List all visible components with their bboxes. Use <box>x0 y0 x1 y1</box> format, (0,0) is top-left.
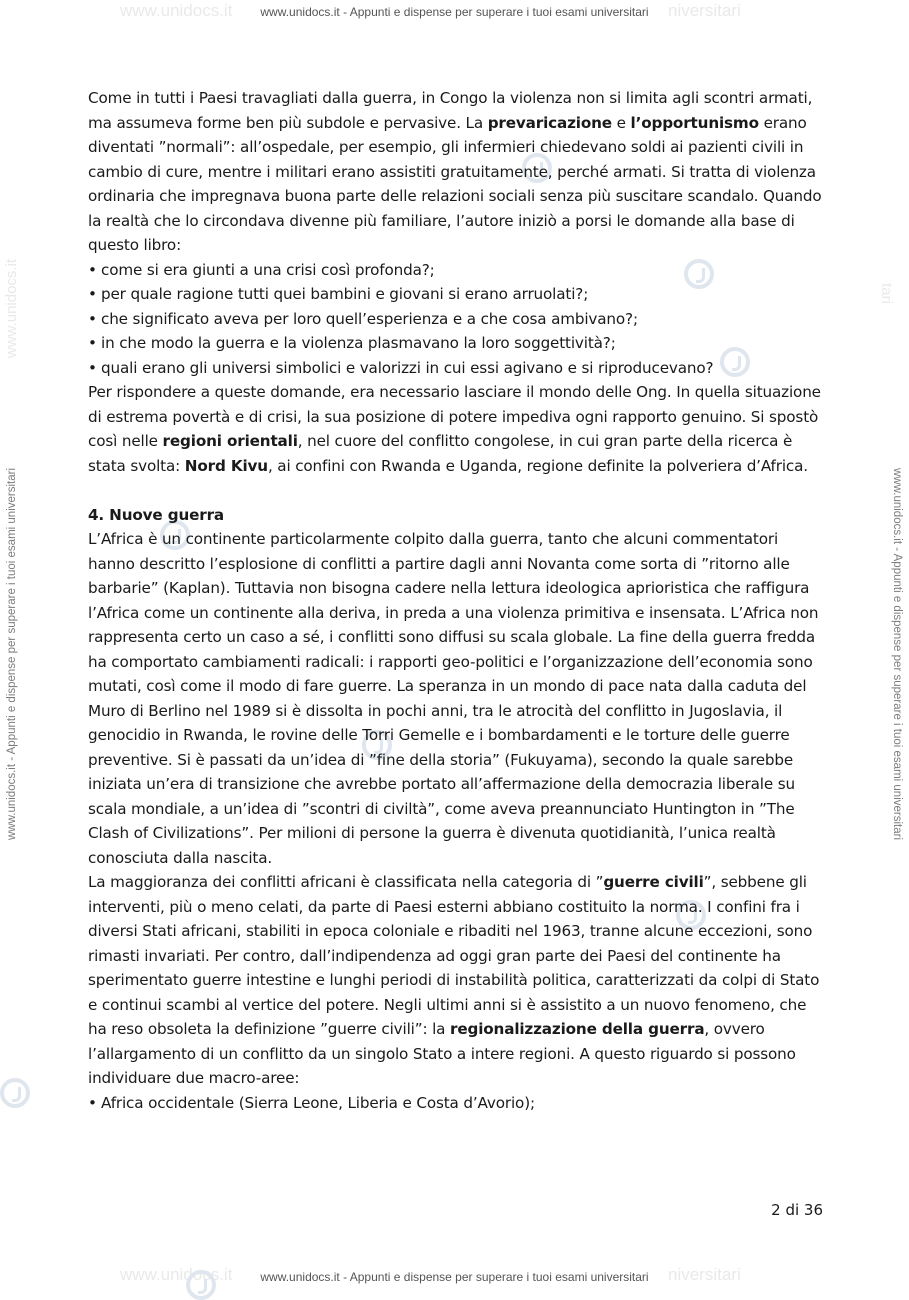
text-run: , ovvero l’allargamento di un conflitto da un singolo Stato a intere regioni. A questo riguardo si possono individuare due macro-aree: <box>88 1020 796 1087</box>
text-run: ”, sebbene gli interventi, più o meno celati, da parte di Paesi esterni abbiano costituito la norma. I confini fra i diversi Stati africani, stabiliti in epoca coloniale e ribaditi nel 1963, tranne alcune eccezioni, sono rimasti invariati. Per contro, dall’indipendenza ad oggi gran parte dei Paesi del continente ha sperimentato guerre intestine e lunghi periodi di instabilità politica, caratterizzati da colpi di Stato e continui scambi al vertice del potere. Negli ultimi anni si è assistito a un nuovo fenomeno, che ha reso obsoleta la definizione ”guerre civili”: la <box>88 873 820 1038</box>
bold-term: prevaricazione <box>487 113 612 132</box>
paragraph-violence <box>88 86 828 258</box>
list-item: • che significato aveva per loro quell’esperienza e a che cosa ambivano?; <box>88 307 828 332</box>
document-body <box>88 86 828 1115</box>
watermark-side-ghost-right: tari <box>877 283 895 304</box>
watermark-side-ghost-left: www.unidocs.it <box>3 258 21 359</box>
watermark-side-right: www.unidocs.it - Appunti e dispense per superare i tuoi esami universitari <box>891 467 903 841</box>
unidocs-logo-icon <box>0 1078 30 1108</box>
section-heading: 4. Nuove guerra <box>88 505 225 524</box>
text-run: Come in tutti i Paesi travagliati dalla guerra, in Congo la violenza non si limita agli scontri armati, ma assumeva forme ben più subdole e pervasive. La <box>88 89 813 132</box>
page-number: 2 di 36 <box>771 1201 823 1219</box>
paragraph-africa: L’Africa è un continente particolarmente colpito dalla guerra, tanto che alcuni commentatori hanno descritto l’esplosione di conflitti a partire dagli anni Novanta come sorta di ”ritorno alle barbarie” (Kaplan). Tuttavia non bisogna cadere nella lettura ideologica aprioristica che raffigura l’Africa come un continente alla deriva, in preda a una violenza primitiva e insensata. L’Africa non rappresenta certo un caso a sé, i conflitti sono diffusi su scala globale. La fine della guerra fredda ha comportato cambiamenti radicali: i rapporti geo-politici e l’organizzazione dell’economia sono mutati, così come il modo di fare guerre. La speranza in un mondo di pace nata dalla caduta del Muro di Berlino nel 1989 si è dissolta in pochi anni, tra le atrocità del conflitto in Jugoslavia, il genocidio in Rwanda, le rovine delle Torri Gemelle e i bombardamenti e le torture delle guerre preventive. Si è passati da un’idea di ”fine della storia” (Fukuyama), secondo la quale sarebbe iniziata un’era di transizione che avrebbe portato all’affermazione della democrazia liberale su scala mondiale, a un’idea di ”scontri di civiltà”, come aveva preannunciato Huntington in ”The Clash of Civilizations”. Per milioni di persone la guerra è divenuta quotidianità, l’unica realtà conosciuta dalla nascita. <box>88 530 819 867</box>
bold-term: regionalizzazione della guerra <box>450 1020 705 1038</box>
watermark-ghost-bottom-right: niversitari <box>668 1265 741 1284</box>
questions-list <box>88 258 828 381</box>
text-run: erano diventati ”normali”: all’ospedale, per esempio, gli infermieri chiedevano soldi ai pazienti civili in cambio di cure, mentre i militari erano assistiti gratuitamente, perché armati. Si tratta di violenza ordinaria che impregnava buona parte delle relazioni sociali senza più suscitare scandalo. Quando la realtà che lo circondava divenne più familiare, l’autore iniziò a porsi le domande alla base di questo libro: <box>88 113 822 254</box>
list-item: • come si era giunti a una crisi così profonda?; <box>88 258 828 283</box>
watermark-ghost-top-left: www.unidocs.it <box>120 1 233 20</box>
unidocs-logo-icon <box>186 1270 216 1300</box>
text-run: La maggioranza dei conflitti africani è classificata nella categoria di ” <box>88 873 604 891</box>
paragraph-civil-wars <box>88 870 828 1091</box>
watermark-footer: www.unidocs.it - Appunti e dispense per superare i tuoi esami universitari <box>260 1270 649 1284</box>
watermark-side-left: www.unidocs.it - Appunti e dispense per superare i tuoi esami universitari <box>6 467 18 841</box>
bold-term: guerre civili <box>603 873 704 891</box>
paragraph-research <box>88 380 828 478</box>
text-run: , nel cuore del conflitto congolese, in cui gran parte della ricerca è stata svolta: <box>88 432 793 475</box>
list-item: • per quale ragione tutti quei bambini e giovani si erano arruolati?; <box>88 282 828 307</box>
text-run: e <box>611 113 631 132</box>
watermark-ghost-bottom-left: www.unidocs.it <box>120 1265 233 1284</box>
watermark-header: www.unidocs.it - Appunti e dispense per superare i tuoi esami universitari <box>260 5 649 19</box>
text-run: Per rispondere a queste domande, era necessario lasciare il mondo delle Ong. In quella situazione di estrema povertà e di crisi, la sua posizione di potere impediva ogni rapporto genuino. Si spostò così nelle <box>88 383 821 450</box>
list-item: • in che modo la guerra e la violenza plasmavano la loro soggettività?; <box>88 331 828 356</box>
bold-term: l’opportunismo <box>630 113 759 132</box>
spacer <box>88 478 828 503</box>
list-item: • Africa occidentale (Sierra Leone, Liberia e Costa d’Avorio); <box>88 1091 828 1116</box>
bold-term: Nord Kivu <box>184 456 268 475</box>
regions-list <box>88 1091 828 1116</box>
list-item: • quali erano gli universi simbolici e valorizzi in cui essi agivano e si riproducevano? <box>88 356 828 381</box>
bold-term: regioni orientali <box>162 432 298 450</box>
text-run: , ai confini con Rwanda e Uganda, regione definite la polveriera d’Africa. <box>267 456 808 475</box>
watermark-ghost-top-right: niversitari <box>668 1 741 20</box>
